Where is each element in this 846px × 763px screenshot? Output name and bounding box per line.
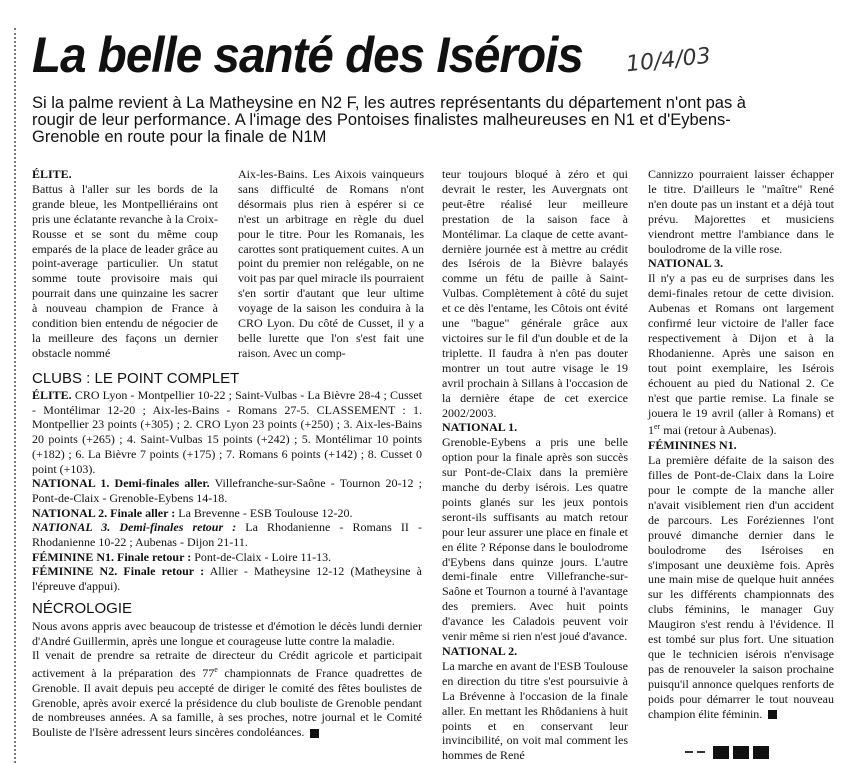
results-national-1 <box>32 476 422 505</box>
results-label: FÉMININE N2. Finale retour : <box>32 564 205 579</box>
necrology-title: NÉCROLOGIE <box>32 600 133 617</box>
headline: La belle santé des Isérois <box>32 27 583 83</box>
lead-paragraph: Si la palme revient à La Matheysine en N2 F, les autres représentants du département n'ont pas à rougir de leur performance. A l'image des Pontoises finalistes malheureuses en N1 et d'Eybens-Grenoble en route pour la finale de N1M <box>32 94 746 146</box>
results-elite <box>32 388 422 476</box>
block-icon <box>713 746 729 759</box>
column-text-part: Il n'y a pas eu de surprises dans les demi-finales retour de cette division. Aubenas et Romans ont largement confirmé leur victoire de l'aller face respectivement à Dijon et à la Rhodanienne. Après une saison en tout point exemplaire, les Isérois échouent au pied du National 2. Ce n'est que partie remise. La finale se jouera le 19 avril (aller à Romans) et <box>648 271 834 420</box>
column-text <box>648 271 834 438</box>
column-text-part: mai (retour à Aubenas). <box>660 423 777 438</box>
results-text: Pont-de-Claix - Loire 11-13. <box>191 549 332 564</box>
section-heading-feminines-n1: FÉMININES N1. <box>648 438 737 453</box>
article-column-2 <box>238 167 424 361</box>
end-mark-icon <box>768 710 777 719</box>
dash-icon <box>685 751 693 753</box>
column-text: Cannizzo pourraient laisser échapper le titre. D'ailleurs le "maître" René n'en doute pas un instant et a déjà tout prévu. Majorettes et musiciens viendront mettre l'ambiance dans le boulodrome de la ville rose. <box>648 167 834 256</box>
section-heading-national-1: NATIONAL 1. <box>442 420 518 435</box>
results-text: CRO Lyon - Montpellier 10-22 ; Saint-Vulbas - La Bièvre 28-4 ; Cusset - Montélimar 12-20 ; Aix-les-Bains - Romans 27-5. CLASSEMENT : 1. Montpellier 23 points (+305) ; 2. CRO Lyon 23 points (+250) ; 3. Aix-les-Bains 20 points (+265) ; 4. Saint-Vulbas 15 points (+242) ; 5. Montélimar 10 points (+182) ; 6. La Bièvre 7 points (+175) ; 7. Romans 6 points (+142) ; 8. Cusset 0 point (+103). <box>32 388 422 476</box>
results-text: Villefranche-sur-Saône - Tournon 20-12 ; Pont-de-Claix - Grenoble-Eybens 14-18. <box>32 476 422 505</box>
section-heading-national-2: NATIONAL 2. <box>442 644 518 658</box>
column-text <box>648 453 834 721</box>
results-label: FÉMININE N1. Finale retour : <box>32 549 192 564</box>
necrology-part: Il venait de prendre sa retraite de directeur du Crédit agricole et participait activement à la préparation des 77 <box>32 648 422 681</box>
results-label: NATIONAL 1. Demi-finales aller. <box>32 476 210 491</box>
end-mark-icon <box>310 729 319 738</box>
results-feminine-n1 <box>32 550 422 565</box>
article-column-4 <box>648 167 834 722</box>
results-national-2 <box>32 506 422 521</box>
article-column-1 <box>32 167 218 361</box>
block-icon <box>753 746 769 759</box>
superscript: e <box>214 665 218 675</box>
column-text-part: La première défaite de la saison des filles de Pont-de-Claix dans la Loire pour le compte de la manche aller n'avait visiblement rien d'un accident de parcours. Les Foréziennes l'ont prouvé dimanche dernier dans le boulodrome des Iséroises en s'imposant une deuxième fois. Après une main mise de quelque huit années sur les différents championnats des clubs féminins, le manager Guy Maugiron s'est rendu à l'évidence. Il est tombé sur plus fort. Une situation que le technicien isérois n'envisage pas de renouveler la saison prochaine puisqu'il annonce quelques renforts de poids pour démarrer le tout nouveau champion élite féminin. <box>648 453 834 721</box>
column-text: La marche en avant de l'ESB Toulouse en direction du titre s'est poursuivie à La Brévenne à l'occasion de la finale aller. En mettant les Rhôdaniens à huit points et en conservant leur invincibilité, on voit mal comment les hommes de René <box>442 658 628 763</box>
dash-icon <box>697 751 705 753</box>
clubs-title: CLUBS : LE POINT COMPLET <box>32 370 240 387</box>
results-feminine-n2 <box>32 564 422 593</box>
column-text-part: 1 <box>648 423 654 438</box>
margin-dotted-rule <box>14 28 16 763</box>
column-text: teur toujours bloqué à zéro et qui devrait le rester, les Auvergnats ont peut-être réalisé leur meilleure prestation de la saison face à Montélimar. La claque de cette avant-dernière journée est à mettre au crédit des Isérois de la Bièvre balayés comme un fétu de paille à Saint-Vulbas. Complètement à côté du sujet et ce dès l'entame, les Côtois ont évité une "bague" générale grâce aux victoires sur le fil d'un double et de la triplette. Il faudra à n'en pas douter montrer un tout autre visage le 19 avril prochain à Sillans à l'occasion de la dernière étape de cet exercice 2002/2003. <box>442 167 628 420</box>
results-label: NATIONAL 3. Demi-finales retour : <box>32 520 237 535</box>
clubs-results <box>32 388 422 594</box>
section-heading-elite: ÉLITE. <box>32 167 72 181</box>
results-text: La Rhodanienne - Romans II - Rhodanienne 10-22 ; Aubenas - Dijon 21-11. <box>32 520 422 550</box>
results-national-3 <box>32 520 422 549</box>
column-text: Battus à l'aller sur les bords de la grande bleue, les Montpelliérains ont pris une éclatante revanche à la Croix-Rousse et se sont du même coup emparés de la place de leader grâce au point-average particulier. Un statut somme toute provisoire mais qui pourrait dans une quinzaine les sacrer à nouveau champion de France à condition bien entendu de négocier de la meilleure des façons un dernier obstacle nommé <box>32 181 218 360</box>
necrology-part: championnats de France quadrettes de Grenoble. Il avait depuis peu accepté de diriger le comité des fêtes boulistes de Grenoble, après avoir exercé la présidence du club bouliste de Grenoble pendant de nombreuses années. A sa famille, à ses proches, notre journal et le Comité Bouliste de l'Isère adressent leurs sincères condoléances. <box>32 666 422 739</box>
results-label: ÉLITE. <box>32 388 72 402</box>
results-text: La Brevenne - ESB Toulouse 12-20. <box>175 505 353 520</box>
article-column-3 <box>442 167 628 763</box>
section-heading-national-3: NATIONAL 3. <box>648 256 724 271</box>
necrology-paragraph <box>32 648 422 739</box>
superscript: er <box>654 422 661 432</box>
block-icon <box>733 746 749 759</box>
column-text: Aix-les-Bains. Les Aixois vainqueurs sans difficulté de Romans n'ont désormais plus rien à espérer si ce n'est un arbitrage en règle du duel pour le titre. Pour les Romanais, les carottes sont pratiquement cuites. A un point du premier non relégable, on ne voit pas par quel miracle ils pourraient s'en sortir d'autant que leur ultime voyage de la saison les conduira à la CRO Lyon. Du côté de Cusset, il y a belle lurette que l'on s'est fait une raison. Avec un comp- <box>238 167 424 360</box>
column-text: Grenoble-Eybens a pris une belle option pour la finale après son succès sur Pont-de-Claix dans la première manche du derby isérois. Les quatre points glanés sur les jeux pontois seront-ils suffisants au match retour pour leur assurer une place en finale et en élite ? Réponse dans le boulodrome d'Eybens dans quinze jours. L'autre demi-finale entre Villefranche-sur-Saône et Tournon a tourné à l'avantage des premiers. Avec huit points d'avance les Caladois peuvent voir venir même si rien n'est joué d'avance. <box>442 435 628 644</box>
necrology-text <box>32 619 422 740</box>
footer-marks <box>685 743 769 761</box>
results-text: Allier - Matheysine 12-12 (Matheysine à l'épreuve d'appui). <box>32 564 422 594</box>
results-label: NATIONAL 2. Finale aller : <box>32 505 176 520</box>
handwritten-date: 10/4/03 <box>624 43 712 78</box>
necrology-paragraph: Nous avons appris avec beaucoup de tristesse et d'émotion le décès lundi dernier d'André Guillermin, après une longue et courageuse lutte contre la maladie. <box>32 619 422 648</box>
